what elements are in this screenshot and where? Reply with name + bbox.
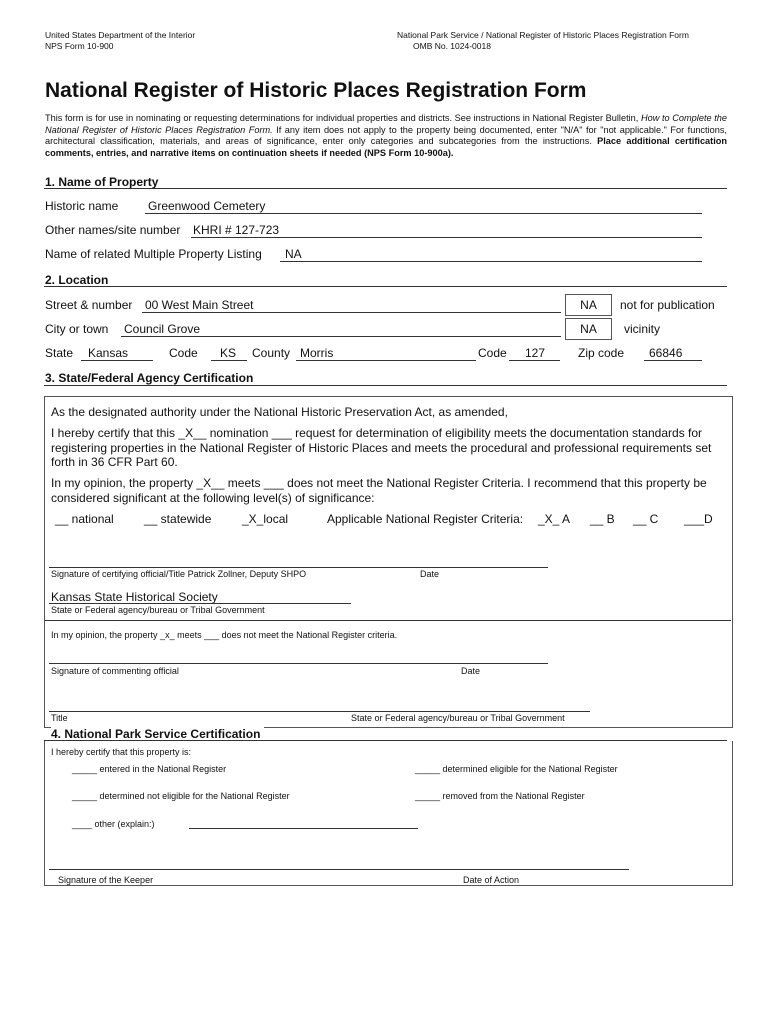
mpl-label: Name of related Multiple Property Listing	[45, 247, 262, 261]
form-header: National Park Service / National Register of Historic Places Registration Form	[397, 30, 689, 40]
county-code-field[interactable]: 127	[525, 346, 546, 360]
intro-bold: Place additional certification comments, entries, and narrative items on continuation sheets if needed (NPS Form 10-900a).	[45, 136, 728, 158]
certifying-signature-label: Signature of certifying official/Title Patrick Zollner, Deputy SHPO	[51, 569, 307, 579]
zip-field[interactable]: 66846	[649, 346, 683, 360]
commenting-signature-line[interactable]	[49, 663, 548, 664]
other-names-field[interactable]: KHRI # 127-723	[193, 223, 280, 237]
section1-heading: 1. Name of Property	[45, 175, 159, 189]
county-label: County	[252, 346, 291, 360]
title-line[interactable]	[49, 711, 590, 712]
street-na-box[interactable]: NA	[565, 294, 612, 316]
not-for-publication-label: not for publication	[620, 298, 715, 312]
criteria-b[interactable]: __ B	[590, 512, 615, 526]
keeper-signature-label: Signature of the Keeper	[58, 875, 154, 885]
city-na-box[interactable]: NA	[565, 318, 612, 340]
mpl-field[interactable]: NA	[285, 247, 302, 261]
title-label: Title	[51, 713, 68, 723]
omb-number: OMB No. 1024-0018	[413, 41, 491, 51]
page-title: National Register of Historic Places Registration Form	[45, 79, 587, 102]
intro-text: This form is for use in nominating or requesting determinations for individual properties and districts. See instructions in National Register Bulletin,	[45, 113, 641, 123]
agency-header: United States Department of the Interior	[45, 30, 196, 40]
option-other[interactable]: ____ other (explain:)	[72, 819, 155, 829]
criteria-c[interactable]: __ C	[633, 512, 659, 526]
title-agency-label: State or Federal agency/bureau or Tribal Government	[351, 713, 565, 723]
nps-cert-intro: I hereby certify that this property is:	[51, 747, 192, 757]
zip-label: Zip code	[578, 346, 625, 360]
other-explain-line[interactable]	[189, 828, 418, 829]
vicinity-label: vicinity	[624, 322, 661, 336]
nomination-mark[interactable]: _X__	[178, 426, 207, 440]
opinion-text: In my opinion, the property	[51, 476, 197, 490]
level-local[interactable]: _X_local	[242, 512, 289, 526]
intro-text-2: If any item does not apply to the property being documented, enter "N/A" for "not applicable." For functions, architectural classification, materials, and areas of significance, enter only categories and subcategories from the instructions.	[45, 124, 727, 147]
commenting-signature-label: Signature of commenting official	[51, 666, 179, 676]
nps-certification-box	[44, 741, 733, 886]
city-label: City or town	[45, 322, 109, 336]
certification-text: I hereby certify that this	[51, 426, 179, 440]
criteria-a[interactable]: _X_ A	[538, 512, 571, 526]
form-number: NPS Form 10-900	[45, 41, 114, 51]
date-of-action-label: Date of Action	[463, 875, 520, 885]
option-removed[interactable]: _____ removed from the National Register	[415, 791, 585, 801]
street-label: Street & number	[45, 298, 133, 312]
county-field[interactable]: Morris	[300, 346, 334, 360]
certification-text-2: nomination ___ request for determination of eligibility meets the documentation standards for registering properties in the National Register of Historic Places and meets the procedural and professional requirements set forth in 36 CFR Part 60.	[51, 426, 712, 469]
option-determined-eligible[interactable]: _____ determined eligible for the National Register	[415, 764, 618, 774]
commenting-date-label: Date	[461, 666, 481, 676]
certifying-signature-line[interactable]	[49, 567, 548, 568]
city-field[interactable]: Council Grove	[124, 322, 201, 336]
intro-italic: How to Complete the National Register of Historic Places Registration Form.	[45, 113, 727, 135]
keeper-signature-line[interactable]	[49, 869, 629, 870]
opinion-text-2: meets ___ does not meet the National Register Criteria. I recommend that this property be considered significant at the following level(s) of significance:	[51, 476, 707, 505]
section2-heading: 2. Location	[45, 273, 109, 287]
level-national[interactable]: __ national	[55, 512, 114, 526]
option-entered[interactable]: _____ entered in the National Register	[72, 764, 227, 774]
agency-label: State or Federal agency/bureau or Tribal Government	[51, 605, 265, 615]
certification-authority-text: As the designated authority under the National Historic Preservation Act, as amended,	[51, 405, 508, 419]
criteria-d[interactable]: ___D	[684, 512, 713, 526]
county-code-label: Code	[478, 346, 507, 360]
certification-statement	[51, 426, 726, 470]
state-code-field[interactable]: KS	[220, 346, 237, 360]
state-code-label: Code	[169, 346, 198, 360]
option-not-eligible[interactable]: _____ determined not eligible for the National Register	[72, 791, 290, 801]
state-label: State	[45, 346, 74, 360]
certifying-date-label: Date	[420, 569, 440, 579]
opinion-statement	[51, 476, 726, 505]
state-field[interactable]: Kansas	[88, 346, 129, 360]
level-statewide[interactable]: __ statewide	[144, 512, 212, 526]
section3-heading: 3. State/Federal Agency Certification	[45, 371, 254, 385]
section4-heading: 4. National Park Service Certification	[51, 727, 264, 741]
street-field[interactable]: 00 West Main Street	[145, 298, 254, 312]
commenting-opinion: In my opinion, the property _x_ meets ___ does not meet the National Register criteria.	[51, 630, 398, 640]
historic-name-label: Historic name	[45, 199, 119, 213]
instructions-paragraph	[45, 113, 727, 159]
agency-name-field[interactable]: Kansas State Historical Society	[51, 590, 218, 604]
other-names-label: Other names/site number	[45, 223, 181, 237]
historic-name-field[interactable]: Greenwood Cemetery	[148, 199, 266, 213]
meets-mark[interactable]: _X__	[196, 476, 225, 490]
criteria-label: Applicable National Register Criteria:	[327, 512, 524, 526]
